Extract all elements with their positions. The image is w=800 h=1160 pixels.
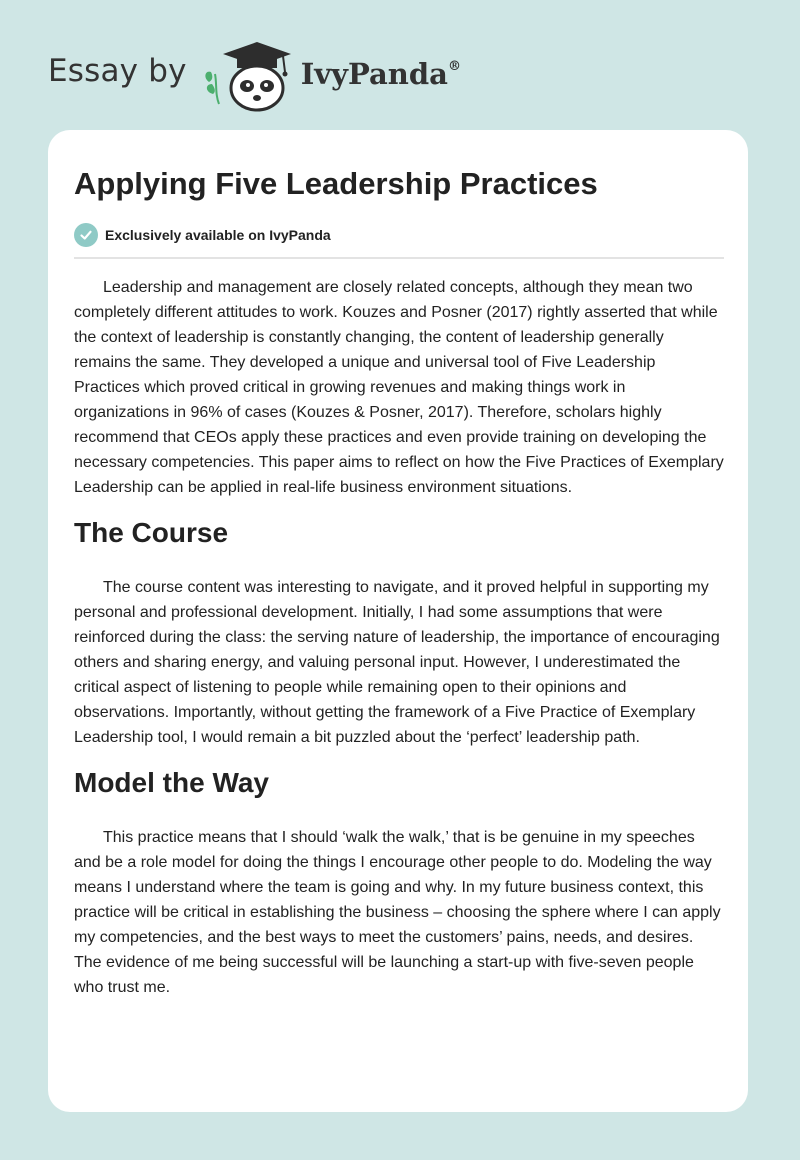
panda-graduation-cap-icon[interactable] — [201, 38, 297, 114]
registered-mark: ® — [447, 59, 461, 74]
essay-content — [74, 164, 724, 1000]
brand-name[interactable]: IvyPanda® — [300, 57, 461, 91]
intro-paragraph: Leadership and management are closely related concepts, although they mean two completely different attitudes to work. Kouzes and Posner (2017) rightly asserted that while the context of leadership is constantly changing, the content of leadership generally remains the same. They developed a unique and universal tool of Five Leadership Practices which proved critical in growing revenues and making things work in organizations in 96% of cases (Kouzes & Posner, 2017). Therefore, scholars highly recommend that CEOs apply these practices and even provide training on developing the necessary competencies. This paper aims to reflect on how the Five Practices of Exemplary Leadership can be applied in real-life business environment situations. — [74, 279, 724, 496]
section-paragraph-course: The course content was interesting to navigate, and it proved helpful in supporting my personal and professional development. Initially, I had some assumptions that were reinforced during the class: the serving nature of leadership, the importance of encouraging others and sharing energy, and valuing personal input. However, I underestimated the critical aspect of listening to people while remaining open to their opinions and observations. Importantly, without getting the framework of a Five Practice of Exemplary Leadership tool, I would remain a bit puzzled about the ‘perfect’ leadership path. — [74, 579, 720, 746]
check-circle-icon — [74, 223, 98, 247]
exclusive-badge — [74, 222, 724, 248]
section-heading-model-the-way: Model the Way — [74, 767, 269, 798]
site-header — [48, 36, 461, 116]
divider — [74, 257, 724, 259]
essay-by-label: Essay by — [48, 53, 187, 89]
essay-title: Applying Five Leadership Practices — [74, 166, 598, 201]
section-heading-course: The Course — [74, 517, 229, 548]
essay-card — [48, 130, 748, 1112]
badge-label: Exclusively available on IvyPanda — [105, 227, 331, 243]
section-paragraph-model-the-way: This practice means that I should ‘walk the walk,’ that is be genuine in my speeches and be a role model for doing the things I encourage other people to do. Modeling the way means I understand where the team is going and why. In my future business context, this practice will be critical in establishing the business – choosing the sphere where I can apply my competencies, and the best ways to meet the customers’ pains, needs, and desires. The evidence of me being successful will be launching a start-up with five-seven people who trust me. — [74, 829, 721, 996]
